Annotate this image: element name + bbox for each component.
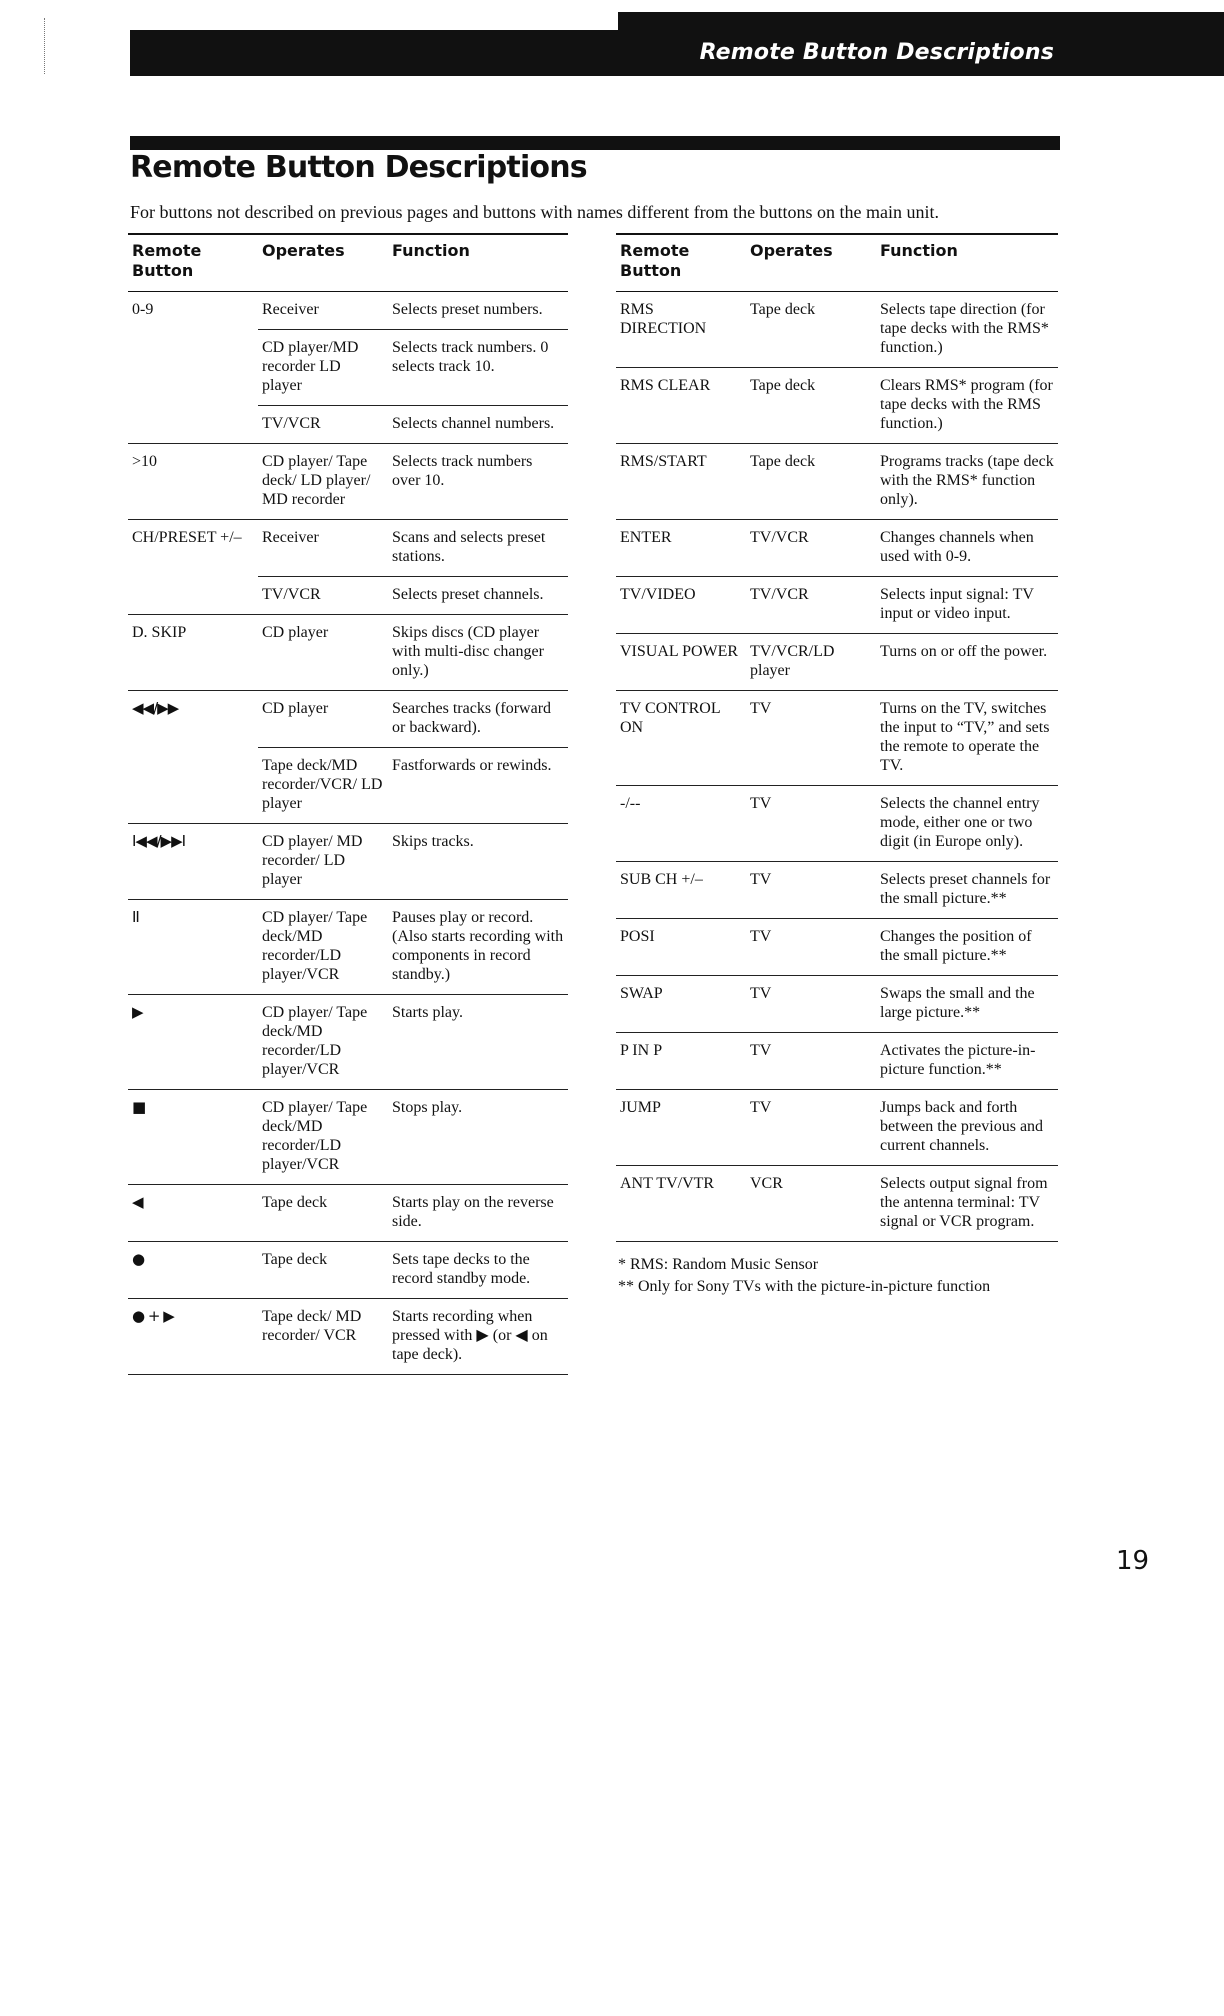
header-operates: Operates (258, 234, 388, 292)
cell-remote-button (128, 748, 258, 824)
cell-operates: TV (746, 1090, 876, 1166)
cell-remote-button (128, 330, 258, 406)
cell-remote-button: ▶ (128, 995, 258, 1090)
cell-remote-button: -/-- (616, 786, 746, 862)
table-row (128, 995, 568, 1090)
cell-operates: CD player (258, 615, 388, 691)
cell-function: Clears RMS* program (for tape decks with the RMS function.) (876, 368, 1058, 444)
table-row (128, 824, 568, 900)
cell-function: Starts recording when pressed with ▶ (or ◀ on tape deck). (388, 1299, 568, 1375)
cell-remote-button: P IN P (616, 1033, 746, 1090)
table-row (128, 1299, 568, 1375)
cell-operates: CD player/ Tape deck/MD recorder/LD player/VCR (258, 900, 388, 995)
page-number: 19 (1116, 1546, 1150, 1576)
table-row (616, 368, 1058, 444)
cell-function: Skips tracks. (388, 824, 568, 900)
table-row (616, 444, 1058, 520)
table-row (128, 900, 568, 995)
table-row (128, 691, 568, 748)
cell-function: Activates the picture-in-picture function.** (876, 1033, 1058, 1090)
table-row (616, 292, 1058, 368)
cell-remote-button (128, 406, 258, 444)
table-row (128, 748, 568, 824)
cell-function: Starts play on the reverse side. (388, 1185, 568, 1242)
table-row (616, 634, 1058, 691)
intro-text: For buttons not described on previous pages and buttons with names different from the buttons on the main unit. (130, 202, 940, 222)
cell-function: Selects preset numbers. (392, 301, 543, 318)
table-header-row (128, 234, 568, 292)
cell-function: Turns on the TV, switches the input to “TV,” and sets the remote to operate the TV. (876, 691, 1058, 786)
table-header-row (616, 234, 1058, 292)
cell-function: Skips discs (CD player with multi-disc changer only.) (388, 615, 568, 691)
cell-remote-button: ◀◀/▶▶ (128, 691, 258, 748)
title-rule (130, 136, 1060, 150)
table-row (616, 1033, 1058, 1090)
cell-function: Sets tape decks to the record standby mode. (388, 1242, 568, 1299)
cell-function: Selects the channel entry mode, either one or two digit (in Europe only). (876, 786, 1058, 862)
right-table-column (616, 233, 1058, 1298)
cell-remote-button: ● (128, 1242, 258, 1299)
cell-function: Fastforwards or rewinds. (388, 748, 568, 824)
table-row (128, 1090, 568, 1185)
cell-operates: CD player/ Tape deck/MD recorder/LD player/VCR (258, 1090, 388, 1185)
header-remote-button: Remote Button (128, 234, 258, 292)
footnote-rms: * RMS: Random Music Sensor (618, 1256, 819, 1273)
table-row (616, 976, 1058, 1033)
cell-function: Jumps back and forth between the previous and current channels. (876, 1090, 1058, 1166)
header-function: Function (876, 234, 1058, 292)
table-row (128, 615, 568, 691)
footnote-sony: ** Only for Sony TVs with the picture-in-picture function (618, 1278, 991, 1295)
table-row (128, 444, 568, 520)
cell-function: Selects preset channels. (388, 577, 568, 615)
cell-remote-button: II (128, 900, 258, 995)
table-row (616, 1166, 1058, 1242)
table-row (616, 919, 1058, 976)
cell-operates: TV/VCR (746, 520, 876, 577)
cell-operates: Tape deck (750, 301, 816, 318)
page-title: Remote Button Descriptions (130, 150, 587, 185)
header-operates: Operates (746, 234, 876, 292)
margin-mark (44, 18, 47, 74)
cell-operates: TV/VCR (258, 577, 388, 615)
cell-remote-button: SWAP (616, 976, 746, 1033)
table-row (128, 292, 568, 330)
cell-remote-button: SUB CH +/– (616, 862, 746, 919)
table-row (128, 520, 568, 577)
cell-remote-button: 0-9 (132, 301, 154, 318)
cell-function: Turns on or off the power. (876, 634, 1058, 691)
cell-function: Pauses play or record. (Also starts recording with components in record standby.) (388, 900, 568, 995)
left-table-column (128, 233, 568, 1375)
cell-operates: TV/VCR/LD player (746, 634, 876, 691)
table-row (616, 862, 1058, 919)
cell-operates: TV/VCR (258, 406, 388, 444)
cell-operates: Receiver (262, 301, 319, 318)
left-table-body (128, 292, 568, 1375)
table-row (616, 577, 1058, 634)
cell-operates: TV (746, 919, 876, 976)
cell-operates: TV (746, 786, 876, 862)
cell-operates: Tape deck (746, 368, 876, 444)
cell-function: Swaps the small and the large picture.** (876, 976, 1058, 1033)
footnotes (616, 1254, 1058, 1298)
cell-remote-button: JUMP (616, 1090, 746, 1166)
cell-remote-button: ■ (128, 1090, 258, 1185)
table-row (128, 577, 568, 615)
cell-operates: CD player/MD recorder LD player (258, 330, 388, 406)
left-button-table (128, 233, 568, 1375)
cell-remote-button: ◀ (128, 1185, 258, 1242)
cell-function: Changes the position of the small picture.** (876, 919, 1058, 976)
table-row (128, 406, 568, 444)
cell-remote-button: POSI (616, 919, 746, 976)
cell-remote-button: D. SKIP (128, 615, 258, 691)
cell-function: Searches tracks (forward or backward). (388, 691, 568, 748)
cell-remote-button (128, 577, 258, 615)
cell-function: Selects channel numbers. (388, 406, 568, 444)
cell-function: Scans and selects preset stations. (388, 520, 568, 577)
cell-remote-button: ANT TV/VTR (616, 1166, 746, 1242)
cell-operates: Tape deck (746, 444, 876, 520)
table-row (616, 1090, 1058, 1166)
table-row (128, 330, 568, 406)
cell-operates: TV/VCR (746, 577, 876, 634)
cell-function: Selects preset channels for the small picture.** (876, 862, 1058, 919)
cell-operates: Tape deck (258, 1185, 388, 1242)
cell-operates: TV (746, 691, 876, 786)
cell-function: Selects input signal: TV input or video input. (876, 577, 1058, 634)
cell-remote-button: RMS/START (616, 444, 746, 520)
cell-operates: CD player/ Tape deck/MD recorder/LD player/VCR (258, 995, 388, 1090)
cell-operates: TV (746, 1033, 876, 1090)
header-bar-tab (618, 12, 1224, 34)
cell-operates: TV (746, 862, 876, 919)
cell-operates: Tape deck (258, 1242, 388, 1299)
cell-remote-button: TV/VIDEO (616, 577, 746, 634)
cell-operates: CD player/ MD recorder/ LD player (258, 824, 388, 900)
cell-function: Starts play. (388, 995, 568, 1090)
cell-function: Selects tape direction (for tape decks with the RMS* function.) (880, 301, 1049, 356)
cell-function: Selects output signal from the antenna terminal: TV signal or VCR program. (876, 1166, 1058, 1242)
cell-operates: TV (746, 976, 876, 1033)
cell-remote-button: ENTER (616, 520, 746, 577)
cell-function: Changes channels when used with 0-9. (876, 520, 1058, 577)
table-row (128, 1185, 568, 1242)
cell-remote-button: >10 (128, 444, 258, 520)
table-row (616, 520, 1058, 577)
cell-operates: Receiver (258, 520, 388, 577)
cell-operates: CD player/ Tape deck/ LD player/ MD recorder (258, 444, 388, 520)
header-remote-button: Remote Button (616, 234, 746, 292)
cell-remote-button: VISUAL POWER (616, 634, 746, 691)
table-row (616, 691, 1058, 786)
cell-function: Programs tracks (tape deck with the RMS* function only). (876, 444, 1058, 520)
cell-operates: CD player (258, 691, 388, 748)
cell-function: Selects track numbers. 0 selects track 10. (388, 330, 568, 406)
cell-remote-button: RMS CLEAR (616, 368, 746, 444)
running-header-title: Remote Button Descriptions (699, 40, 1054, 65)
table-row (616, 786, 1058, 862)
table-row (128, 1242, 568, 1299)
right-table-body (616, 292, 1058, 1242)
cell-remote-button: TV CONTROL ON (616, 691, 746, 786)
header-function: Function (388, 234, 568, 292)
cell-remote-button: CH/PRESET +/– (128, 520, 258, 577)
cell-operates: Tape deck/ MD recorder/ VCR (258, 1299, 388, 1375)
cell-operates: VCR (746, 1166, 876, 1242)
cell-remote-button: I◀◀/▶▶I (128, 824, 258, 900)
cell-function: Selects track numbers over 10. (388, 444, 568, 520)
cell-remote-button: ● + ▶ (128, 1299, 258, 1375)
header-bar (130, 30, 1224, 76)
cell-remote-button: RMS DIRECTION (620, 301, 707, 337)
right-button-table (616, 233, 1058, 1242)
cell-operates: Tape deck/MD recorder/VCR/ LD player (258, 748, 388, 824)
cell-function: Stops play. (388, 1090, 568, 1185)
